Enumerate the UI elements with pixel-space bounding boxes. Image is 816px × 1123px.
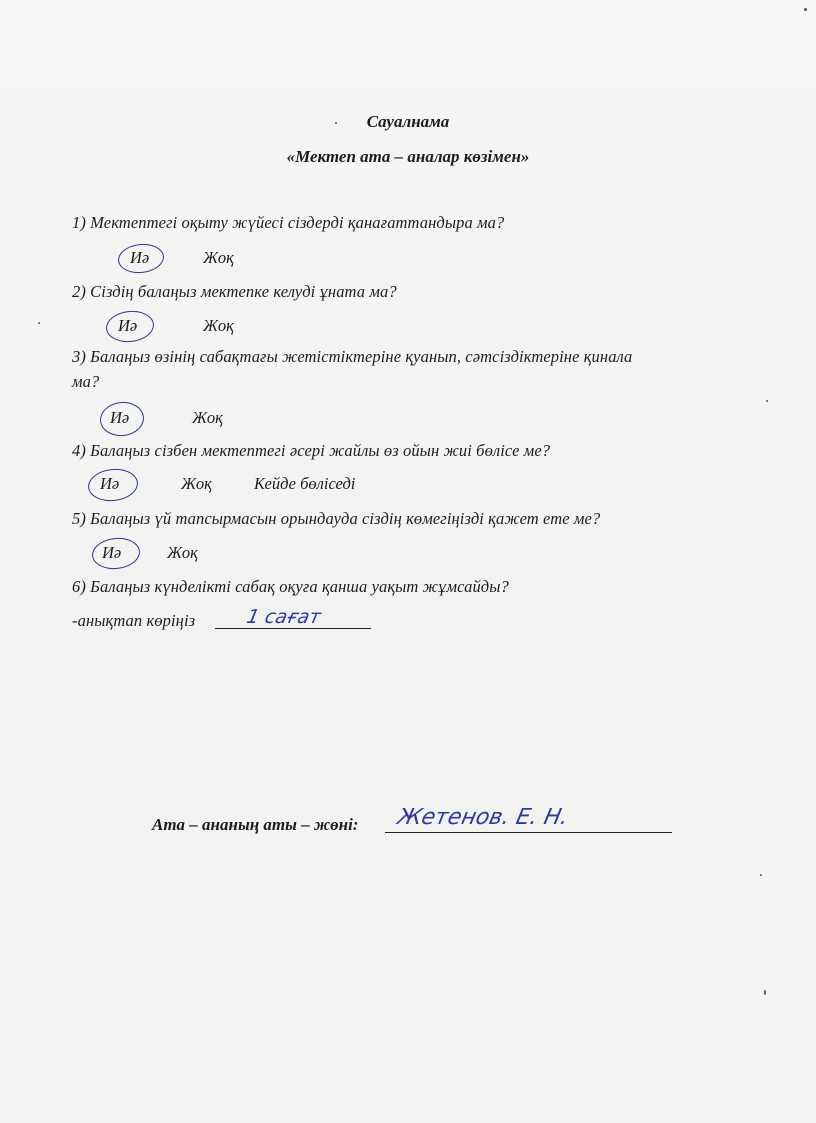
document-subtitle: «Мектеп ата – аналар көзімен» <box>286 147 530 166</box>
question-5: 5) Балаңыз үй тапсырмасын орындауда сіздің көмегіңізді қажет ете ме? <box>72 509 601 528</box>
option-yes: Иә <box>102 543 122 562</box>
option-yes: Иә <box>110 408 130 427</box>
scan-speck <box>764 990 766 995</box>
option-no: Жоқ <box>203 316 234 335</box>
option-yes: Иә <box>118 316 138 335</box>
option-yes: Иә <box>100 474 120 493</box>
option-no: Жоқ <box>192 408 223 427</box>
signature-line <box>385 832 672 833</box>
answer-prompt: -анықтап көріңіз <box>72 611 196 630</box>
question-1: 1) Мектептегі оқыту жүйесі сіздерді қанағаттандыра ма? <box>72 213 505 232</box>
handwritten-answer: 1 сағат <box>244 606 323 628</box>
question-2: 2) Сіздің балаңыз мектепке келуді ұната ма? <box>72 282 397 301</box>
question-3-line-1: 3) Балаңыз өзінің сабақтағы жетістіктеріне қуанып, сәтсіздіктеріне қинала <box>72 347 633 366</box>
question-6: 6) Балаңыз күнделікті сабақ оқуға қанша уақыт жұмсайды? <box>72 577 509 596</box>
option-yes: Иә <box>130 248 150 267</box>
option-no: Жоқ <box>181 474 212 493</box>
document-title: Сауалнама <box>366 112 450 131</box>
scan-speck <box>804 8 807 11</box>
handwritten-signature: Жетенов. Е. Н. <box>395 805 571 830</box>
option-no: Жоқ <box>167 543 198 562</box>
question-4: 4) Балаңыз сізбен мектептегі әсері жайлы өз ойын жиі бөлісе ме? <box>72 441 551 460</box>
question-3-line-2: ма? <box>72 372 100 391</box>
scan-speck <box>760 874 762 876</box>
scan-speck <box>335 122 337 124</box>
scan-speck <box>766 400 768 402</box>
signature-label: Ата – ананың аты – жөні: <box>152 815 359 834</box>
answer-line <box>215 628 371 629</box>
option-no: Жоқ <box>203 248 234 267</box>
scan-speck <box>38 322 40 324</box>
option-sometimes: Кейде бөліседі <box>254 474 356 493</box>
